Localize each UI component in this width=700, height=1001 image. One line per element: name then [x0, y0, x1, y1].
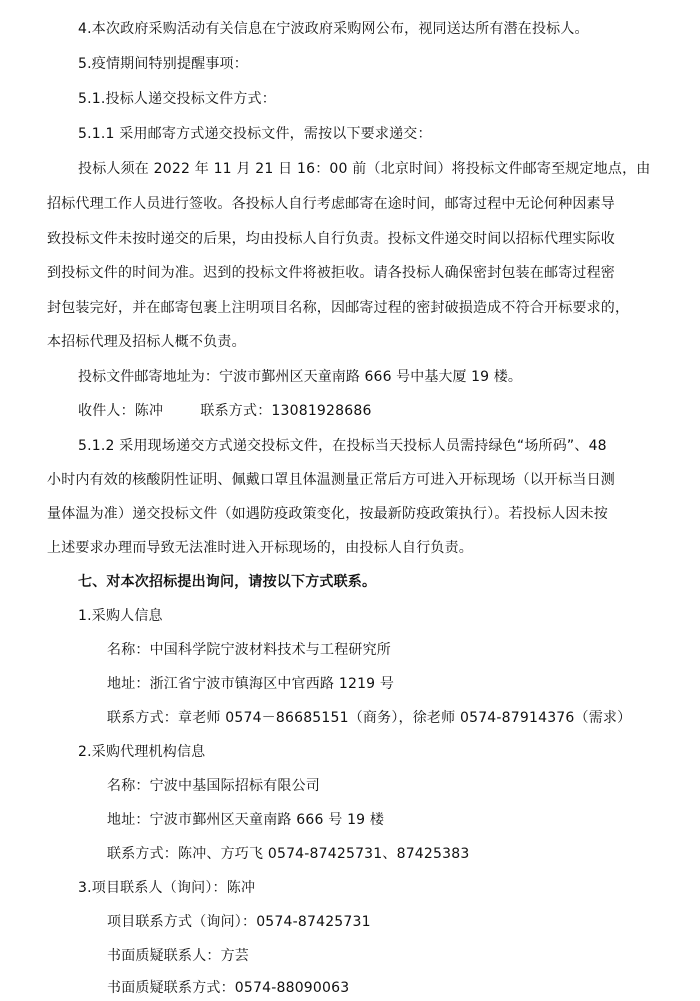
purchaser-address: 地址：浙江省宁波市镇海区中官西路 1219 号	[107, 676, 395, 692]
purchaser-contact: 联系方式：章老师 0574－86685151（商务），徐老师 0574-87914376（需求）	[107, 710, 632, 726]
mail-submission-heading: 5.1.1 采用邮寄方式递交投标文件，需按以下要求递交：	[78, 126, 432, 142]
notice-item-4: 4.本次政府采购活动有关信息在宁波政府采购网公布，视同送达所有潜在投标人。	[78, 21, 589, 37]
project-contact-heading: 3.项目联系人（询问）：陈冲	[78, 880, 256, 896]
mail-submission-paragraph-line: 投标人须在 2022 年 11 月 21 日 16：00 前（北京时间）将投标文件邮寄至规定地点，由	[78, 161, 651, 177]
onsite-submission-paragraph-line: 上述要求办理而导致无法准时进入开标现场的，由投标人自行负责。	[47, 540, 473, 556]
complaint-contact-person: 书面质疑联系人：方芸	[107, 948, 249, 964]
mail-address: 投标文件邮寄地址为：宁波市鄞州区天童南路 666 号中基大厦 19 楼。	[78, 369, 522, 385]
epidemic-reminder-heading: 5.疫情期间特别提醒事项：	[78, 56, 248, 72]
onsite-submission-paragraph-line: 量体温为准）递交投标文件（如遇防疫政策变化，按最新防疫政策执行）。若投标人因未按	[47, 506, 608, 522]
mail-submission-paragraph-line: 致投标文件未按时递交的后果，均由投标人自行负责。投标文件递交时间以招标代理实际收	[47, 231, 615, 247]
complaint-contact-phone: 书面质疑联系方式：0574-88090063	[107, 980, 350, 996]
onsite-submission-paragraph-line: 5.1.2 采用现场递交方式递交投标文件，在投标当天投标人员需持绿色“场所码”、48	[78, 438, 607, 454]
section-seven-heading: 七、对本次招标提出询问，请按以下方式联系。	[78, 574, 377, 590]
recipient-contact: 收件人：陈冲 联系方式：13081928686	[78, 403, 372, 419]
onsite-submission-paragraph-line: 小时内有效的核酸阴性证明、佩戴口罩且体温测量正常后方可进入开标现场（以开标当日测	[47, 472, 615, 488]
purchaser-info-heading: 1.采购人信息	[78, 608, 163, 624]
agency-name: 名称：宁波中基国际招标有限公司	[107, 778, 320, 794]
mail-submission-paragraph-line: 到投标文件的时间为准。迟到的投标文件将被拒收。请各投标人确保密封包装在邮寄过程密	[47, 265, 615, 281]
mail-submission-paragraph-line: 招标代理工作人员进行签收。各投标人自行考虑邮寄在途时间，邮寄过程中无论何种因素导	[47, 196, 615, 212]
mail-submission-paragraph-line: 封包装完好，并在邮寄包裹上注明项目名称，因邮寄过程的密封破损造成不符合开标要求的，	[47, 300, 630, 316]
agency-info-heading: 2.采购代理机构信息	[78, 744, 206, 760]
mail-submission-paragraph-line: 本招标代理及招标人概不负责。	[47, 334, 246, 350]
bid-submission-method-heading: 5.1.投标人递交投标文件方式：	[78, 91, 276, 107]
project-contact-phone: 项目联系方式（询问）：0574-87425731	[107, 914, 371, 930]
agency-contact: 联系方式：陈冲、方巧飞 0574-87425731、87425383	[107, 846, 470, 862]
agency-address: 地址：宁波市鄞州区天童南路 666 号 19 楼	[107, 812, 385, 828]
purchaser-name: 名称：中国科学院宁波材料技术与工程研究所	[107, 642, 391, 658]
